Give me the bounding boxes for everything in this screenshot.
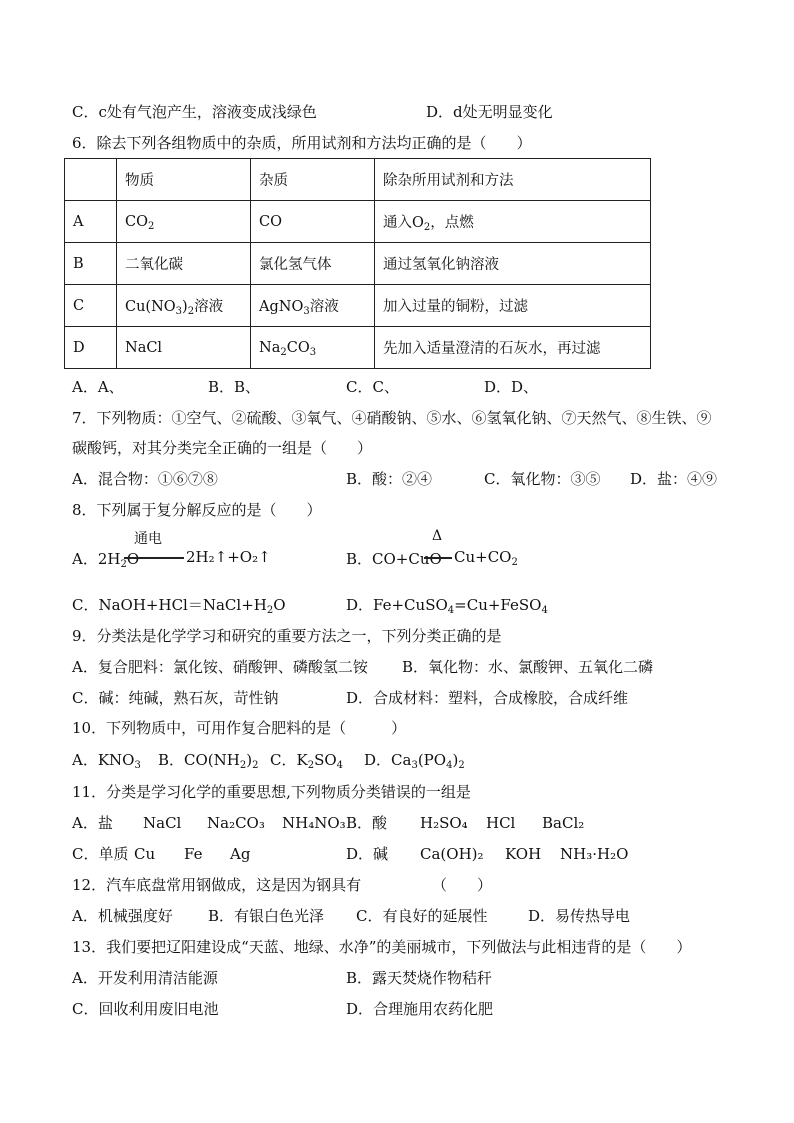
q9-option-b: B．氧化物：水、氯酸钾、五氧化二磷 xyxy=(402,658,654,676)
q6-option-b: B．B、 xyxy=(208,378,261,396)
table-row xyxy=(65,285,651,327)
substance-cell: 二氧化碳 xyxy=(117,243,251,285)
q10-option-b: B．$CO(NH_2)_2$ xyxy=(158,751,259,771)
q5-option-d: D．d处无明显变化 xyxy=(426,103,553,121)
q6-option-d: D．D、 xyxy=(484,378,539,396)
impurity-cell: $Na_2CO_3$ xyxy=(251,327,375,369)
q8-option-d: D．Fe+CuSO$_4$=Cu+FeSO$_4$ xyxy=(346,596,548,616)
row-label: B xyxy=(65,243,117,285)
q7-option-b: B．酸：②④ xyxy=(346,470,433,488)
q6-option-a: A．A、 xyxy=(72,378,124,396)
q7-stem-line2: 碳酸钙，对其分类完全正确的一组是（ ） xyxy=(72,439,373,457)
reaction-arrow xyxy=(124,557,184,559)
q9-option-d: D．合成材料：塑料，合成橡胶，合成纤维 xyxy=(346,689,629,707)
q11-option-c-item: Cu xyxy=(134,845,156,863)
q12-answer-parens: （ ） xyxy=(432,876,493,894)
table-header-row xyxy=(65,159,651,201)
q8-option-a-equation: A．$2H_2O$ 通电 2H₂↑+O₂↑ xyxy=(72,538,262,578)
q13-option-d: D．合理施用农药化肥 xyxy=(346,1000,494,1018)
substance-cell: NaCl xyxy=(117,327,251,369)
q11-option-d-item: NH₃·H₂O xyxy=(560,845,629,863)
q11-option-a-item: Na₂CO₃ xyxy=(207,814,265,832)
q7-option-d: D．盐：④⑨ xyxy=(630,470,718,488)
q13-stem: 13．我们要把辽阳建设成“天蓝、地绿、水净”的美丽城市，下列做法与此相违背的是（ ） xyxy=(72,938,692,956)
q12-option-b: B．有银白色光泽 xyxy=(208,907,325,925)
row-label: D xyxy=(65,327,117,369)
q6-table xyxy=(64,158,651,369)
header-cell-method: 除杂所用试剂和方法 xyxy=(375,159,651,201)
q11-option-a-label: A．盐 xyxy=(72,814,113,832)
q11-option-b-item: HCl xyxy=(486,814,516,832)
row-label: C xyxy=(65,285,117,327)
substance-cell: $Cu(NO_3)_2$溶液 xyxy=(117,285,251,327)
q10-option-c: C．$K_2SO_4$ xyxy=(270,751,344,771)
q12-option-c: C．有良好的延展性 xyxy=(356,907,488,925)
table-row xyxy=(65,243,651,285)
q11-option-a-item: NaCl xyxy=(143,814,182,832)
q12-option-d: D．易传热导电 xyxy=(528,907,631,925)
method-cell: 先加入适量澄清的石灰水，再过滤 xyxy=(375,327,651,369)
q11-option-b-item: BaCl₂ xyxy=(542,814,585,832)
header-cell-empty xyxy=(65,159,117,201)
q11-option-c-item: Fe xyxy=(184,845,203,863)
q10-option-d: D．$Ca_3(PO_4)_2$ xyxy=(364,751,465,771)
q8-option-b-equation: B．CO+CuO Δ $Cu+CO_2$ xyxy=(346,528,518,568)
q9-option-a: A．复合肥料：氯化铵、硝酸钾、磷酸氢二铵 xyxy=(72,658,368,676)
q9-option-c: C．碱：纯碱，熟石灰，苛性钠 xyxy=(72,689,279,707)
q10-stem: 10．下列物质中，可用作复合肥料的是（ ） xyxy=(72,719,407,737)
q9-stem: 9．分类法是化学学习和研究的重要方法之一，下列分类正确的是 xyxy=(72,627,502,645)
q12-option-a: A．机械强度好 xyxy=(72,907,173,925)
q13-option-a: A．开发利用清洁能源 xyxy=(72,969,218,987)
q10-option-a: A．$KNO_3$ xyxy=(72,751,141,771)
header-cell-substance: 物质 xyxy=(117,159,251,201)
table-row xyxy=(65,201,651,243)
q11-stem: 11．分类是学习化学的重要思想,下列物质分类错误的一组是 xyxy=(72,783,471,801)
q11-option-b-item: H₂SO₄ xyxy=(420,814,468,832)
q6-option-c: C．C、 xyxy=(346,378,399,396)
impurity-cell: 氯化氢气体 xyxy=(251,243,375,285)
q11-option-d-label: D．碱 xyxy=(346,845,389,863)
table-row xyxy=(65,327,651,369)
q8-option-c: C．$NaOH+HCl=NaCl+H_2O$ xyxy=(72,596,286,616)
q8-stem: 8．下列属于复分解反应的是（ ） xyxy=(72,501,322,519)
q11-option-c-label: C．单质 xyxy=(72,845,129,863)
impurity-cell: CO xyxy=(251,201,375,243)
condition-heat: Δ xyxy=(432,528,443,544)
method-cell: 通入$O_2$，点燃 xyxy=(375,201,651,243)
q11-option-d-item: KOH xyxy=(505,845,542,863)
method-cell: 通过氢氧化钠溶液 xyxy=(375,243,651,285)
substance-cell: $CO_2$ xyxy=(117,201,251,243)
q7-stem-line1: 7．下列物质：①空气、②硫酸、③氧气、④硝酸钠、⑤水、⑥氢氧化钠、⑦天然气、⑧生铁、⑨ xyxy=(72,409,712,427)
header-cell-impurity: 杂质 xyxy=(251,159,375,201)
method-cell: 加入过量的铜粉，过滤 xyxy=(375,285,651,327)
q13-option-b: B．露天焚烧作物秸秆 xyxy=(346,969,493,987)
impurity-cell: AgNO$_3$溶液 xyxy=(251,285,375,327)
q5-option-c: C．c处有气泡产生，溶液变成浅绿色 xyxy=(72,103,317,121)
q11-option-a-item: NH₄NO₃ xyxy=(282,814,346,832)
q11-option-b-label: B．酸 xyxy=(346,814,388,832)
row-label: A xyxy=(65,201,117,243)
q7-option-c: C．氧化物：③⑤ xyxy=(484,470,601,488)
q6-stem: 6．除去下列各组物质中的杂质，所用试剂和方法均正确的是（ ） xyxy=(72,134,532,152)
q13-option-c: C．回收利用废旧电池 xyxy=(72,1000,219,1018)
q12-stem: 12．汽车底盘常用钢做成，这是因为钢具有 xyxy=(72,876,362,894)
q7-option-a: A．混合物：①⑥⑦⑧ xyxy=(72,470,218,488)
condition-electrolysis: 通电 xyxy=(134,531,162,547)
q11-option-c-item: Ag xyxy=(230,845,251,863)
reaction-arrow xyxy=(424,557,452,559)
q11-option-d-item: Ca(OH)₂ xyxy=(420,845,484,863)
